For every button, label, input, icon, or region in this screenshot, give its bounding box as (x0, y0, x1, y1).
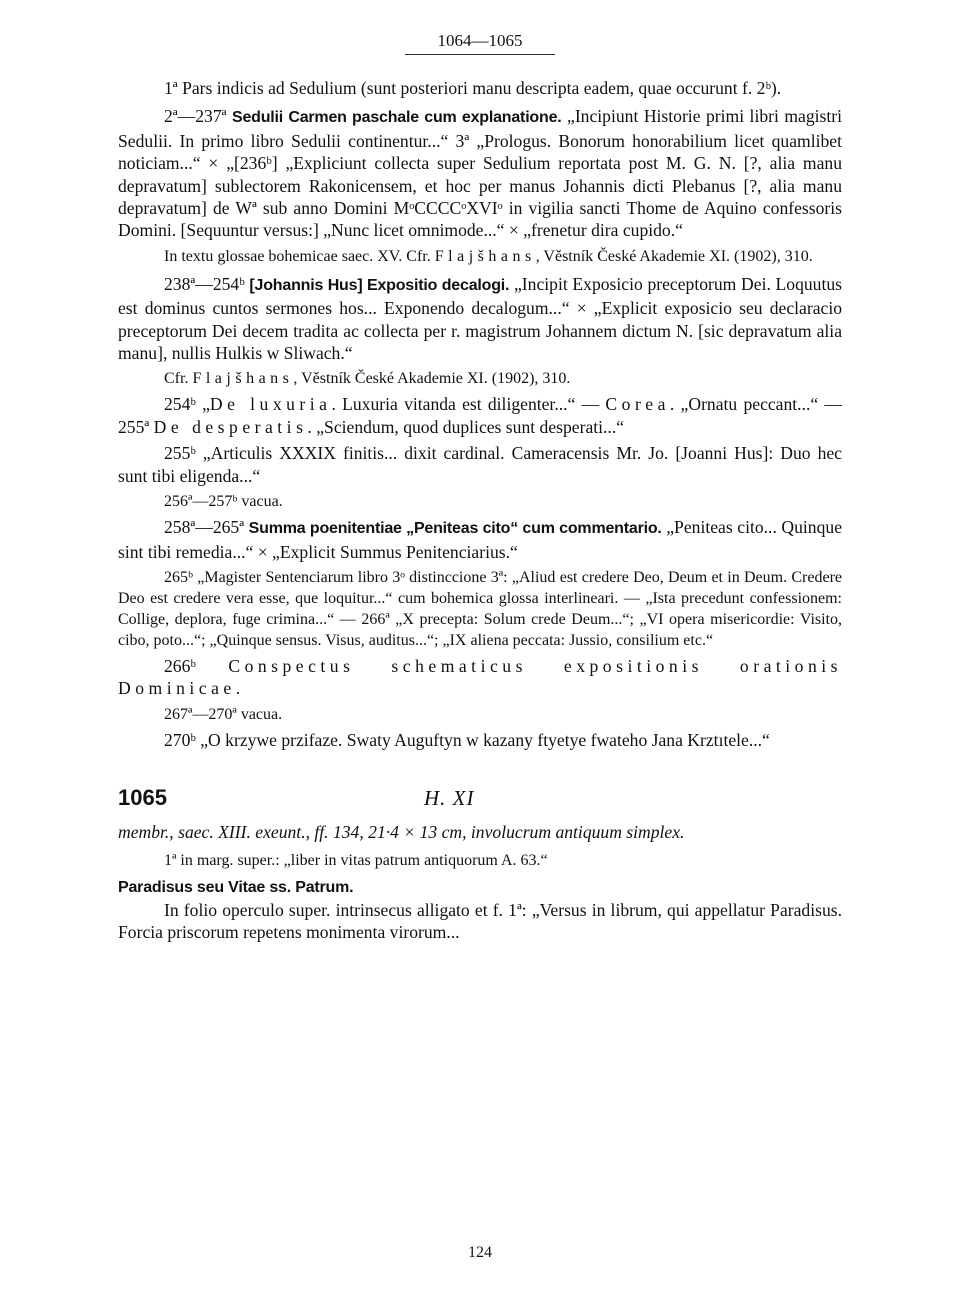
paragraph-articulis (118, 442, 842, 487)
folio-ref: 270ᵇ (164, 729, 196, 750)
paragraph-sedulius (118, 105, 842, 241)
text-fragment: . „Sciendum, quod duplices sunt desperati...“ (307, 416, 625, 437)
paragraph-conspectus (118, 655, 842, 700)
paragraph-text: „Magister Sentenciarum libro 3ᵒ distinccione 3ª: „Aliud est credere Deo, Deum et in Deum. Credere Deo est credere vera esse, que loquitur...“ cum bohemica glossa interlineari. — „Ista precedunt confessionem: Collige, deplora, fuge crimina...“ — 266ª „X precepta: Solum crede Deum...“; „VI opera misericordie: Visito, cibo, poto...“; „Quinque sensus. Visus, auditus...“; „IX aliena peccata: Jussio, consilium etc.“ (118, 568, 843, 649)
paragraph-de-luxuria (118, 393, 842, 438)
paragraph-index-pars (118, 77, 842, 99)
spaced-title: Conspectus schematicus expositionis orationis Dominicae (118, 655, 842, 699)
folio-ref: 238ª—254ᵇ (164, 273, 245, 294)
note-text: , Věstník České Akademie XI. (1902), 310. (293, 370, 571, 388)
folio-ref: 255ᵇ (164, 443, 196, 464)
author-name: Flajšhans (192, 370, 294, 388)
note-text: , Věstník České Akademie XI. (1902), 310. (535, 247, 813, 265)
folio-ref: 267ª—270ª (164, 705, 237, 723)
paragraph-text: vacua. (241, 493, 283, 511)
folio-ref: 266ᵇ (164, 655, 196, 676)
paragraph-text: Pars indicis ad Sedulium (sunt posteriori manu descripta eadem, quae occurunt f. 2ᵇ). (182, 78, 782, 98)
author-name: Flajšhans (434, 247, 536, 265)
paragraph-text: „Articulis XXXIX finitis... dixit cardinal. Cameracensis Mr. Jo. [Joanni Hus]: Duo hec sunt tibi eligenda...“ (118, 443, 842, 486)
note-text: Cfr. (164, 370, 193, 388)
item-title: Sedulii Carmen paschale cum explanatione. (231, 109, 562, 127)
paragraph-note-cfr (118, 368, 842, 389)
paragraph-o-krzywe (118, 729, 842, 751)
paragraph-text: in marg. super.: „liber in vitas patrum antiquorum A. 63.“ (180, 851, 548, 869)
paragraph-vacua-1 (118, 491, 842, 512)
entry-number: 1065 (118, 785, 167, 811)
page-number: 124 (468, 1244, 492, 1261)
paragraph-hus-decalogi (118, 273, 842, 365)
folio-ref: 256ª—257ᵇ (164, 493, 238, 511)
item-title: Summa poenitentiae „Peniteas cito“ cum commentario. (248, 520, 662, 538)
entry-heading (118, 787, 842, 817)
folio-ref: 258ª—265ª (164, 517, 245, 538)
paragraph-physical-description: membr., saec. XIII. exeunt., ff. 134, 21·4 × 13 cm, involucrum antiquum simplex. (118, 822, 685, 843)
paragraph-summa-poenitentiae (118, 516, 842, 563)
folio-ref: 265ᵇ (164, 568, 193, 586)
paragraph-in-folio: In folio operculo super. intrinsecus alligato et f. 1ª: „Versus in librum, qui appellatur Paradisus. Forcia priscorum repetens monimenta virorum... (118, 899, 842, 943)
paragraph-magister-sentenciarum (118, 567, 842, 651)
spaced-title: De desperatis (153, 416, 308, 437)
shelfmark: H. XI (424, 786, 475, 811)
folio-ref: 254ᵇ (164, 394, 196, 415)
note-text: In textu glossae bohemicae saec. XV. Cfr. (164, 247, 435, 265)
item-title: Paradisus seu Vitae ss. Patrum. (118, 878, 354, 896)
spaced-title: Corea (605, 394, 670, 415)
folio-ref: 2ª—237ª (164, 106, 227, 127)
folio-ref: 1ª (164, 851, 177, 869)
paragraph-text: „Peniteas cito... Quinque sint tibi remedia...“ × „Explicit Summus Penitenciarius.“ (118, 517, 842, 562)
paragraph-text: vacua. (240, 705, 283, 723)
item-title: [Johannis Hus] Expositio decalogi. (249, 276, 510, 294)
paragraph-note-glossae (118, 246, 842, 267)
paragraph-marginal-note (118, 850, 842, 871)
text-fragment: . „Ornatu peccant...“ — 255ª (118, 394, 843, 437)
paragraph-text: „O krzywe przifaze. Swaty Auguftyn w kazany ftyetye fwateho Jana Krztıtele...“ (200, 729, 770, 750)
paragraph-text: „Incipit Exposicio preceptorum Dei. Loquutus est dominus cuntos sermones hos... Exponendo decalogum...“ × „Explicit exposicio seu declaracio preceptorum Dei decem tradita ac collecta per r. magistrum Johannem dictum N. [sic depravatum alia manu], nullis Hulkis w Sliwach.“ (118, 273, 843, 364)
running-header: 1064—1065 (405, 30, 555, 55)
text-fragment: . (235, 678, 241, 699)
text-fragment: „ (202, 394, 210, 415)
paragraph-vacua-2 (118, 704, 842, 725)
paragraph-text: „Incipiunt Historie primi libri magistri Sedulii. In primo libro Sedulii continentur...“ 3ª „Prologus. Bonorum honorabilium licet quamlibet noticiam...“ × „[236ᵇ] „Expliciunt collecta super Sedulium reportata post M. G. N. [?, alia manu depravatum] sublectorem Rakonicensem, et hoc per manus Johannis dicti Plebanus [?, alia manu depravatum] de Wª sub anno Domini MᵒCCCCᵒXVIᵒ in vigilia sancti Thome de Aquino confessoris Domini. [Sequuntur versus:] „Nunc licet omnimode...“ × „frenetur dira cupido.“ (118, 106, 843, 241)
spaced-title: De luxuria (209, 394, 332, 415)
paragraph-paradisus-title (118, 875, 842, 899)
text-fragment: . Luxuria vitanda est diligenter...“ — (331, 394, 606, 415)
folio-ref: 1ª (164, 78, 178, 98)
document-page (118, 30, 842, 1270)
